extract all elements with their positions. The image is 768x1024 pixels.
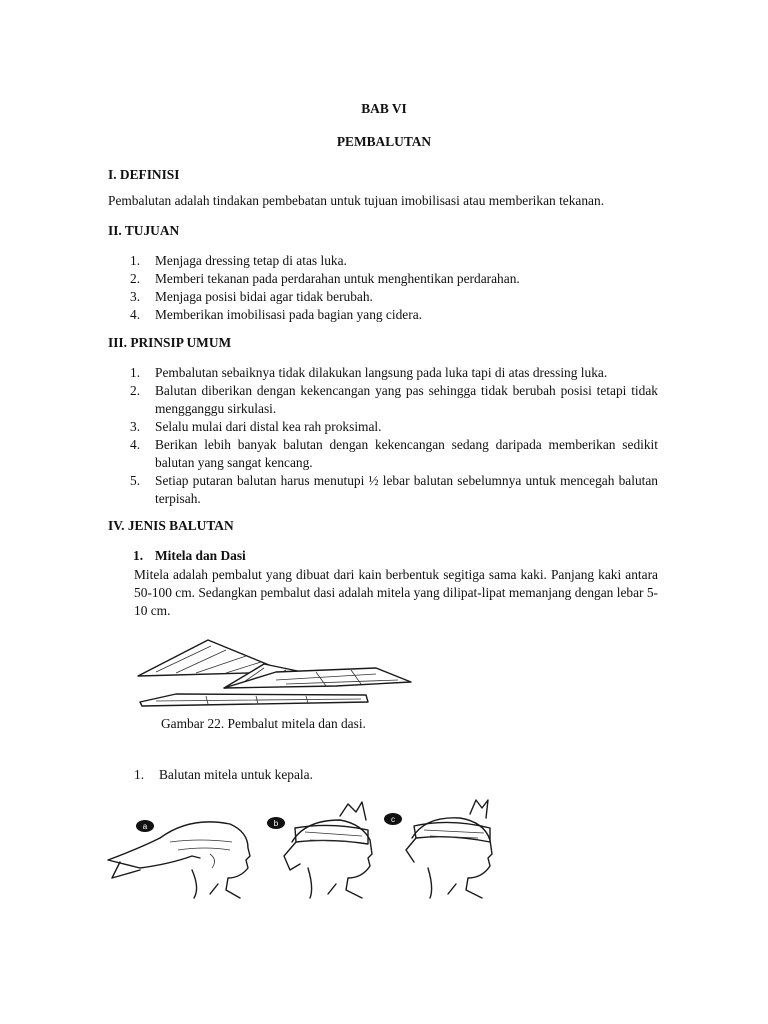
subheading-mitela xyxy=(133,547,246,565)
list-item-text: Memberi tekanan pada perdarahan untuk menghentikan perdarahan. xyxy=(155,271,520,286)
list-item-text: Menjaga dressing tetap di atas luka. xyxy=(155,253,347,268)
page-title: PEMBALUTAN xyxy=(336,134,432,149)
item-text: Balutan mitela untuk kepala. xyxy=(159,767,313,782)
heading-jenis: IV. JENIS BALUTAN xyxy=(108,518,234,533)
heading-tujuan: II. TUJUAN xyxy=(108,223,180,238)
list-item: 3. Menjaga posisi bidai agar tidak berubah. xyxy=(130,289,373,304)
head-illustration-a xyxy=(108,822,250,898)
head-illustration-c xyxy=(406,800,492,898)
heading-prinsip: III. PRINSIP UMUM xyxy=(108,335,232,350)
mitela-text: Mitela adalah pembalut yang dibuat dari kain berbentuk segitiga sama kaki. Panjang kaki antara 50-100 cm. Sedangkan pembalut dasi adalah mitela yang dilipat-lipat memanjang dengan lebar 5-10 cm. xyxy=(134,567,658,618)
list-item: 4. Memberikan imobilisasi pada bagian yang cidera. xyxy=(130,307,422,322)
item-balutan-kepala xyxy=(134,766,313,784)
tujuan-list xyxy=(108,252,658,324)
svg-text:a: a xyxy=(142,822,148,831)
head-illustration-b xyxy=(284,802,372,898)
list-item: 5. Setiap putaran balutan harus menutupi ½ lebar balutan sebelumnya untuk mencegah balutan terpisah. xyxy=(130,473,658,506)
list-item-text: Balutan diberikan dengan kekencangan yang pas sehingga tidak berubah posisi tetapi tidak mengganggu sirkulasi. xyxy=(155,383,658,416)
step-label-b xyxy=(267,817,285,829)
list-item-text: Setiap putaran balutan harus menutupi ½ lebar balutan sebelumnya untuk mencegah balutan terpisah. xyxy=(155,473,658,506)
chapter-label: BAB VI xyxy=(361,101,407,116)
figure-caption: Gambar 22. Pembalut mitela dan dasi. xyxy=(161,716,366,731)
list-item-text: Pembalutan sebaiknya tidak dilakukan langsung pada luka tapi di atas dressing luka. xyxy=(155,365,608,380)
list-item: 1. Pembalutan sebaiknya tidak dilakukan langsung pada luka tapi di atas dressing luka. xyxy=(130,365,608,380)
step-label-c xyxy=(384,813,402,825)
subheading-text: Mitela dan Dasi xyxy=(155,548,246,563)
item-number: 1. xyxy=(134,767,145,782)
definisi-text: Pembalutan adalah tindakan pembebatan untuk tujuan imobilisasi atau memberikan tekanan. xyxy=(108,193,605,208)
svg-text:c: c xyxy=(391,815,395,824)
figure-mitela-dasi xyxy=(136,632,416,714)
svg-text:b: b xyxy=(273,819,279,828)
prinsip-list xyxy=(108,364,658,508)
list-item: 2. Balutan diberikan dengan kekencangan yang pas sehingga tidak berubah posisi tetapi tidak mengganggu sirkulasi. xyxy=(130,383,658,416)
heading-definisi: I. DEFINISI xyxy=(108,167,180,182)
list-item: 4. Berikan lebih banyak balutan dengan kekencangan sedang daripada memberikan sedikit balutan yang sangat kencang. xyxy=(130,437,658,470)
list-item-text: Berikan lebih banyak balutan dengan kekencangan sedang daripada memberikan sedikit balutan yang sangat kencang. xyxy=(155,437,658,470)
list-item-text: Selalu mulai dari distal kea rah proksimal. xyxy=(155,419,382,434)
list-item: 2. Memberi tekanan pada perdarahan untuk menghentikan perdarahan. xyxy=(130,271,520,286)
list-item: 3. Selalu mulai dari distal kea rah proksimal. xyxy=(130,419,382,434)
list-item: 1. Menjaga dressing tetap di atas luka. xyxy=(130,253,347,268)
list-item-text: Memberikan imobilisasi pada bagian yang cidera. xyxy=(155,307,422,322)
list-item-text: Menjaga posisi bidai agar tidak berubah. xyxy=(155,289,373,304)
step-label-a xyxy=(136,820,154,832)
subheading-number: 1. xyxy=(133,548,144,563)
figure-head-bandage xyxy=(100,798,500,902)
